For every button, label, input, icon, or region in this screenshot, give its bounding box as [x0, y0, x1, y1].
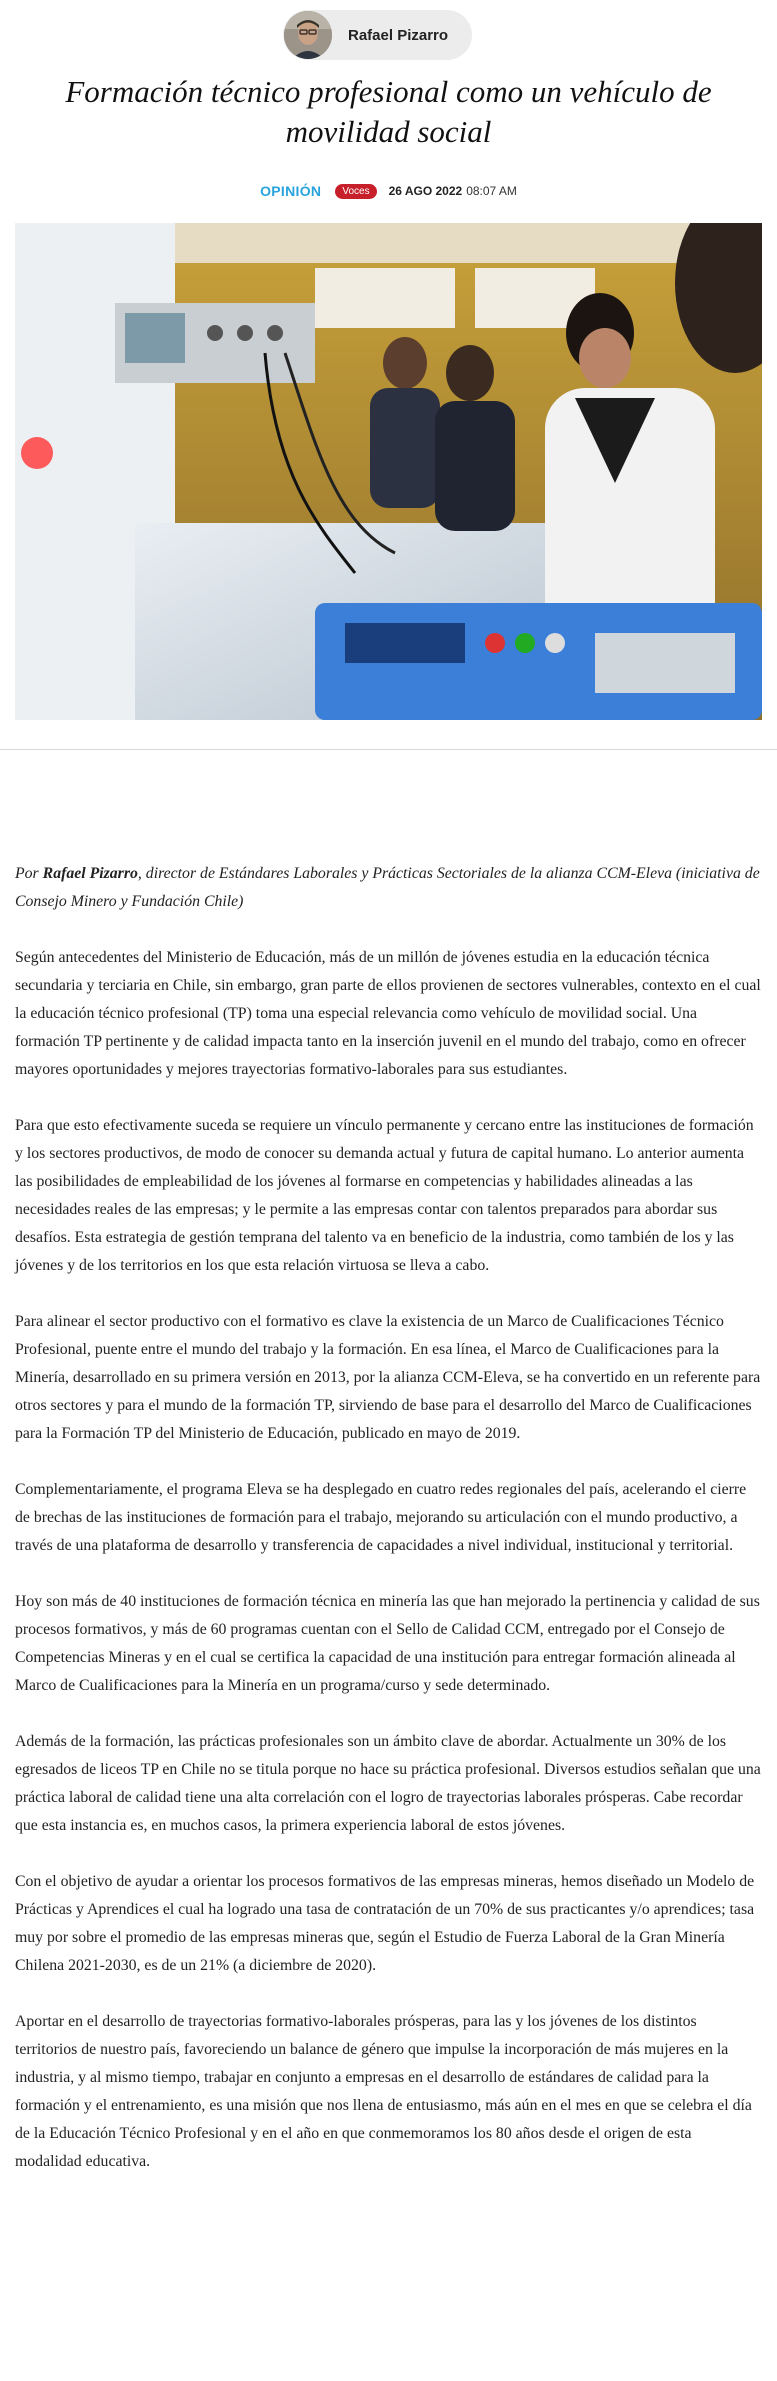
tag-badge[interactable]: Voces — [335, 184, 376, 199]
author-avatar-icon — [284, 11, 332, 59]
byline — [15, 860, 762, 916]
paragraph: Complementariamente, el programa Eleva se ha desplegado en cuatro redes regionales del país, acelerando el cierre de brechas de las instituciones de formación para el trabajo, mejorando su articulación con el mundo productivo, a través de una plataforma de desarrollo y transferencia de capacidades a nivel individual, institucional y territorial. — [15, 1481, 747, 1554]
students-lab-photo-icon — [15, 223, 762, 720]
author-name[interactable]: Rafael Pizarro — [348, 26, 449, 44]
publish-date: 26 AGO 2022 — [388, 184, 463, 198]
byline-author[interactable]: Rafael Pizarro — [42, 865, 138, 882]
paragraph: Según antecedentes del Ministerio de Educación, más de un millón de jóvenes estudia en la educación técnica secundaria y terciaria en Chile, sin embargo, gran parte de ellos provienen de sectores vulnerables, contexto en el cual la educación técnico profesional (TP) toma una especial relevancia como vehículo de movilidad social. Una formación TP pertinente y de calidad impacta tanto en la inserción juvenil en el mundo del trabajo, como en ofrecer mayores oportunidades y mejores trayectorias formativo-laborales para sus estudiantes. — [15, 949, 761, 1078]
author-chip[interactable] — [283, 10, 472, 60]
byline-role: , director de Estándares Laborales y Prácticas Sectoriales de la alianza CCM-Eleva (iniciativa de Consejo Minero y Fundación Chile) — [15, 865, 760, 910]
article-meta — [0, 183, 777, 199]
section-divider — [0, 749, 777, 750]
section-link[interactable]: OPINIÓN — [260, 183, 322, 199]
article-title: Formación técnico profesional como un vehículo de movilidad social — [65, 74, 712, 149]
article-body — [15, 860, 762, 2204]
paragraph: Hoy son más de 40 instituciones de formación técnica en minería las que han mejorado la pertinencia y calidad de sus procesos formativos, y más de 60 programas cuentan con el Sello de Calidad CCM, entregado por el Consejo de Competencias Mineras y en el cual se certifica la capacidad de una institución para entregar formación alineada al Marco de Cualificaciones para la Minería en un programa/curso y sede determinado. — [15, 1593, 760, 1694]
byline-prefix: Por — [15, 865, 43, 882]
paragraph: Para alinear el sector productivo con el formativo es clave la existencia de un Marco de Cualificaciones Técnico Profesional, puente entre el mundo del trabajo y la formación. En esa línea, el Marco de Cualificaciones para la Minería, desarrollado en su primera versión en 2013, por la alianza CCM-Eleva, se ha convertido en un referente para otros sectores y para el mundo de la formación TP, sirviendo de base para el desarrollo del Marco de Cualificaciones para la Formación TP del Ministerio de Educación, publicado en mayo de 2019. — [15, 1313, 761, 1442]
paragraph: Con el objetivo de ayudar a orientar los procesos formativos de las empresas mineras, hemos diseñado un Modelo de Prácticas y Aprendices el cual ha logrado una tasa de contratación de un 70% de sus practicantes y/o aprendices; tasa muy por sobre el promedio de las empresas mineras que, según el Estudio de Fuerza Laboral de la Gran Minería Chilena 2021-2030, es de un 21% (a diciembre de 2020). — [15, 1873, 755, 1974]
publish-time: 08:07 AM — [466, 184, 517, 198]
paragraph: Aportar en el desarrollo de trayectorias formativo-laborales prósperas, para las y los jóvenes de los distintos territorios de nuestro país, favoreciendo un balance de género que impulse la incorporación de más mujeres en la industria, y al mismo tiempo, trabajar en conjunto a empresas en el desarrollo de estándares de calidad para la formación y el entrenamiento, es una misión que nos llena de entusiasmo, más aún en el mes en que se celebra el día de la Educación Técnico Profesional y en el año en que conmemoramos los 80 años desde el origen de esta modalidad educativa. — [15, 2013, 752, 2170]
paragraph: Además de la formación, las prácticas profesionales son un ámbito clave de abordar. Actualmente un 30% de los egresados de liceos TP en Chile no se titula porque no hace su práctica profesional. Diversos estudios señalan que una práctica laboral de calidad tiene una alta correlación con el logro de trayectorias laborales prósperas. Cabe recordar que esta instancia es, en muchos casos, la primera experiencia laboral de estos jóvenes. — [15, 1733, 761, 1834]
paragraph: Para que esto efectivamente suceda se requiere un vínculo permanente y cercano entre las instituciones de formación y los sectores productivos, de modo de conocer su demanda actual y futura de capital humano. Lo anterior aumenta las posibilidades de empleabilidad de los jóvenes al formarse en competencias y habilidades alineadas a las necesidades reales de las empresas; y le permite a las empresas contar con talentos preparados para abordar sus desafíos. Esta estrategia de gestión temprana del talento va en beneficio de la industria, como también de los y las jóvenes y de los territorios en los que esta relación virtuosa se lleva a cabo. — [15, 1117, 754, 1274]
